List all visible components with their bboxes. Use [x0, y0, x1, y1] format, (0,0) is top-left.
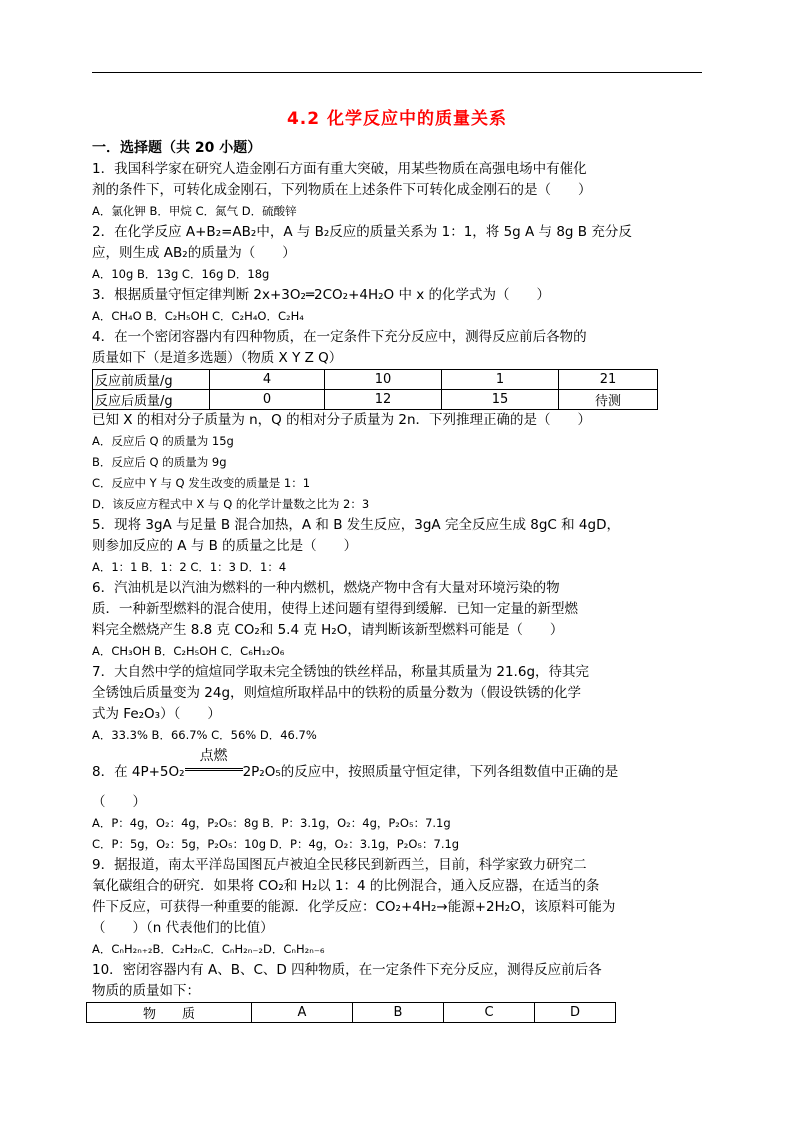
q8-text-post: 2P₂O₅的反应中，按照质量守恒定律，下列各组数值中正确的是: [242, 764, 619, 780]
q7-options: A．33.3% B．66.7% C．56% D．46.7%: [92, 728, 317, 742]
q6-text-line1: 6．汽油机是以汽油为燃料的一种内燃机，燃烧产物中含有大量对环境污染的物: [92, 580, 560, 596]
q9-text-line1: 9．据报道，南太平洋岛国图瓦卢被迫全民移民到新西兰，目前，科学家致力研究二: [92, 857, 587, 873]
q4-option-c: C．反应中 Y 与 Q 发生改变的质量是 1：1: [92, 476, 311, 490]
table-cell: 12: [325, 390, 442, 410]
q8-options-ab: A．P：4g，O₂：4g，P₂O₅：8g B．P：3.1g，O₂：4g，P₂O₅：7.1g: [92, 816, 451, 830]
table-cell: D: [535, 1003, 616, 1023]
table-cell: 10: [325, 370, 442, 390]
q4-option-d: D．该反应方程式中 X 与 Q 的化学计量数之比为 2：3: [92, 497, 370, 511]
q5-text-line1: 5．现将 3gA 与足量 B 混合加热，A 和 B 发生反应，3gA 完全反应生成 8gC 和 4gD，: [92, 517, 620, 533]
table-cell: B: [353, 1003, 444, 1023]
table-cell: C: [444, 1003, 535, 1023]
q4-text-after: 已知 X 的相对分子质量为 n，Q 的相对分子质量为 2n．下列推理正确的是（ ）: [92, 412, 592, 428]
table-row: [93, 390, 658, 410]
q6-text-line2: 质．一种新型燃料的混合使用，使得上述问题有望得到缓解．已知一定量的新型燃: [92, 601, 578, 617]
q8-text-pre: 8．在 4P+5O₂: [92, 764, 185, 780]
q6-options: A．CH₃OH B．C₂H₅OH C．C₆H₁₂O₆: [92, 644, 285, 658]
q1-text-line1: 1．我国科学家在研究人造金刚石方面有重大突破，用某些物质在高强电场中有催化: [92, 161, 587, 177]
question-list: [92, 138, 702, 1023]
table-row: [93, 370, 658, 390]
q10-text-line1: 10．密闭容器内有 A、B、C、D 四种物质，在一定条件下充分反应，测得反应前后各: [92, 962, 602, 978]
table-cell: 待测: [559, 390, 658, 410]
header-rule: [92, 72, 702, 73]
q7-text-line1: 7．大自然中学的煊煊同学取未完全锈蚀的铁丝样品，称量其质量为 21.6g，待其完: [92, 664, 590, 680]
table-cell: 1: [442, 370, 559, 390]
q3-options: A．CH₄O B．C₂H₅OH C．C₂H₄O．C₂H₄: [92, 309, 304, 323]
page-title: 4.2 化学反应中的质量关系: [286, 109, 508, 129]
q5-options: A．1：1 B．1：2 C．1：3 D．1：4: [92, 560, 287, 574]
q2-options: A．10g B．13g C．16g D．18g: [92, 267, 270, 281]
q9-text-line4: （ ）（n 代表他们的比值）: [92, 920, 274, 936]
table-row: [87, 1003, 616, 1023]
q8-paren: （ ）: [92, 794, 146, 810]
table-cell: A: [252, 1003, 353, 1023]
q10-text-line2: 物质的质量如下：: [92, 983, 200, 999]
q4-mass-table: [92, 369, 658, 410]
reaction-arrow: [185, 768, 243, 771]
section-heading: 一．选择题（共 20 小题）: [92, 140, 262, 156]
q4-text-line1: 4．在一个密闭容器内有四种物质，在一定条件下充分反应中，测得反应前后各物的: [92, 329, 587, 345]
table-cell: 物 质: [87, 1003, 252, 1023]
q1-text-line2: 剂的条件下，可转化成金刚石，下列物质在上述条件下可转化成金刚石的是（ ）: [92, 182, 592, 198]
q7-text-line3: 式为 Fe₂O₃）（ ）: [92, 706, 221, 722]
q8-equation-line: [92, 746, 702, 788]
q2-text-line1: 2．在化学反应 A+B₂=AB₂中，A 与 B₂反应的质量关系为 1：1，将 5g A 与 8g B 充分反: [92, 224, 632, 240]
q2-text-line2: 应，则生成 AB₂的质量为（ ）: [92, 245, 296, 261]
reaction-condition-label: 点燃: [199, 748, 228, 764]
table-cell: 0: [210, 390, 325, 410]
q4-option-b: B．反应后 Q 的质量为 9g: [92, 455, 227, 469]
q3-text-line1: 3．根据质量守恒定律判断 2x+3O₂═2CO₂+4H₂O 中 x 的化学式为（ ）: [92, 287, 551, 303]
q1-options: A．氯化钾 B．甲烷 C．氮气 D．硫酸锌: [92, 204, 297, 218]
q5-text-line2: 则参加反应的 A 与 B 的质量之比是（ ）: [92, 538, 358, 554]
q4-option-a: A．反应后 Q 的质量为 15g: [92, 434, 234, 448]
table-cell: 反应前质量/g: [93, 370, 210, 390]
table-cell: 15: [442, 390, 559, 410]
q4-text-line2: 质量如下（是道多选题）（物质 X Y Z Q）: [92, 350, 343, 366]
table-cell: 21: [559, 370, 658, 390]
q9-text-line2: 氧化碳组合的研究．如果将 CO₂和 H₂以 1：4 的比例混合，通入反应器，在适当的条: [92, 878, 600, 894]
q9-text-line3: 件下反应，可获得一种重要的能源．化学反应：CO₂+4H₂→能源+2H₂O，该原料可能为: [92, 899, 616, 915]
q10-mass-table: [86, 1002, 616, 1023]
q7-text-line2: 全锈蚀后质量变为 24g，则煊煊所取样品中的铁粉的质量分数为（假设铁锈的化学: [92, 685, 582, 701]
q6-text-line3: 料完全燃烧产生 8.8 克 CO₂和 5.4 克 H₂O，请判断该新型燃料可能是（ ）: [92, 622, 564, 638]
q9-options: A．CₙH₂ₙ₊₂B．C₂H₂ₙC．CₙH₂ₙ₋₂D．CₙH₂ₙ₋₆: [92, 942, 325, 956]
reaction-condition: [185, 748, 243, 776]
q8-options-cd: C．P：5g，O₂：5g，P₂O₅：10g D．P：4g，O₂：3.1g，P₂O₅：7.1g: [92, 837, 460, 851]
table-cell: 反应后质量/g: [93, 390, 210, 410]
table-cell: 4: [210, 370, 325, 390]
